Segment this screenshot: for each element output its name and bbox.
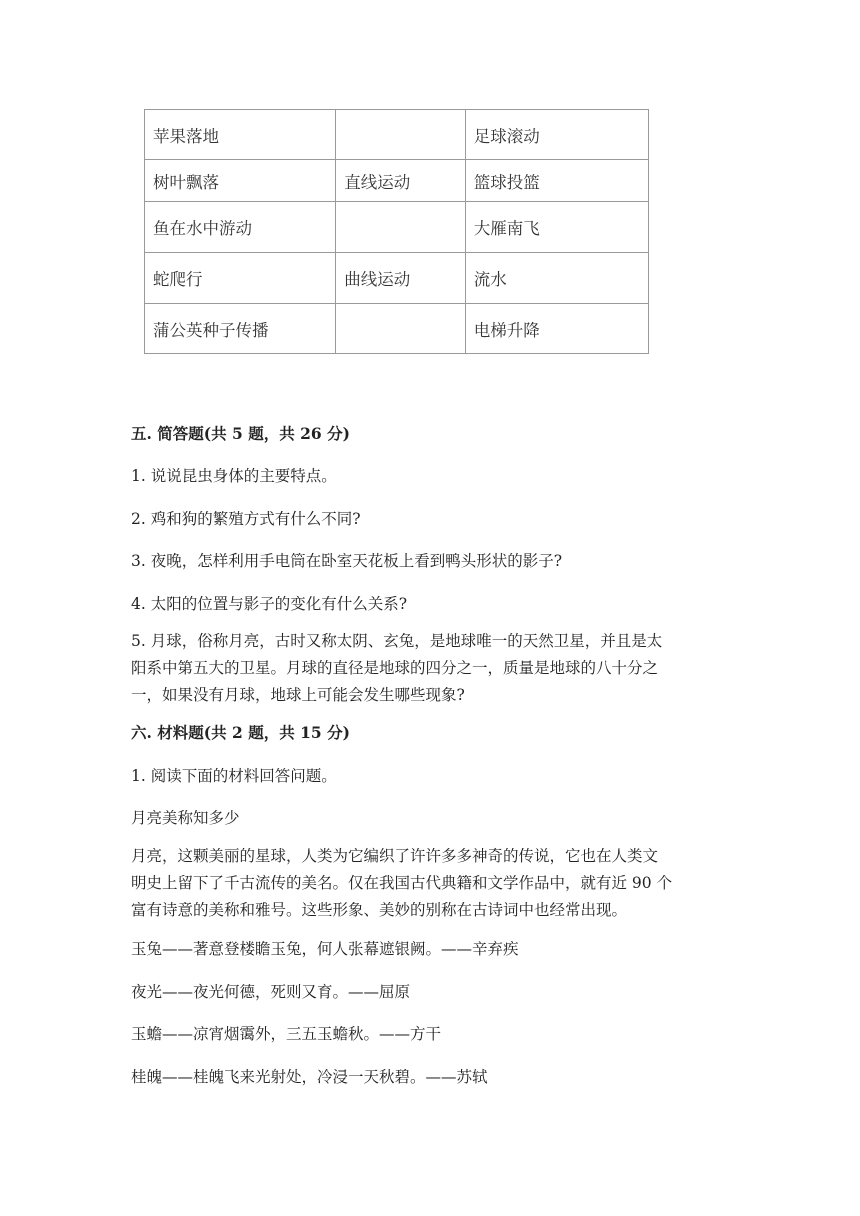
question-5-line: 5. 月球，俗称月亮，古时又称太阴、玄兔，是地球唯一的天然卫星，并且是太	[131, 632, 663, 650]
table-cell: 篮球投篮	[465, 160, 648, 202]
table-cell	[336, 110, 466, 160]
table-cell	[336, 304, 466, 354]
moon-name-item: 桂魄——桂魄飞来光射处，冷浸一天秋碧。——苏轼	[131, 1068, 488, 1086]
table-row	[145, 160, 649, 202]
paragraph-line: 富有诗意的美称和雅号。这些形象、美妙的别称在古诗词中也经常出现。	[131, 901, 628, 919]
table-row	[145, 110, 649, 160]
paragraph-line: 月亮，这颗美丽的星球，人类为它编织了许许多多神奇的传说，它也在人类文	[131, 847, 659, 865]
table-cell: 蛇爬行	[145, 253, 336, 304]
table-cell: 苹果落地	[145, 110, 336, 160]
table-row	[145, 253, 649, 304]
table-row	[145, 202, 649, 253]
table-cell: 直线运动	[336, 160, 466, 202]
question-5-line: 一，如果没有月球，地球上可能会发生哪些现象?	[131, 686, 465, 704]
table-cell: 电梯升降	[465, 304, 648, 354]
question-5-line: 阳系中第五大的卫星。月球的直径是地球的四分之一，质量是地球的八十分之	[131, 659, 659, 677]
table-cell: 足球滚动	[465, 110, 648, 160]
table-cell: 树叶飘落	[145, 160, 336, 202]
moon-name-item: 玉兔——著意登楼瞻玉兔，何人张幕遮银阙。——辛弃疾	[131, 940, 519, 958]
table-cell	[336, 202, 466, 253]
paragraph-line: 明史上留下了千古流传的美名。仅在我国古代典籍和文学作品中，就有近 90 个	[131, 874, 673, 892]
section-6-heading: 六. 材料题(共 2 题，共 15 分)	[131, 723, 350, 742]
question-5	[131, 628, 731, 709]
table-cell: 蒲公英种子传播	[145, 304, 336, 354]
material-paragraph	[131, 843, 731, 924]
section-5-heading: 五. 简答题(共 5 题，共 26 分)	[131, 424, 350, 443]
question-4: 4. 太阳的位置与影子的变化有什么关系?	[131, 595, 408, 613]
question-2: 2. 鸡和狗的繁殖方式有什么不同?	[131, 510, 361, 528]
table-cell: 鱼在水中游动	[145, 202, 336, 253]
table-cell: 曲线运动	[336, 253, 466, 304]
moon-name-item: 夜光——夜光何德，死则又育。——屈原	[131, 983, 411, 1001]
matching-table	[144, 109, 649, 354]
question-1: 1. 说说昆虫身体的主要特点。	[131, 467, 337, 485]
table-cell: 大雁南飞	[465, 202, 648, 253]
moon-name-item: 玉蟾——凉宵烟霭外，三五玉蟾秋。——方干	[131, 1025, 442, 1043]
material-question-1: 1. 阅读下面的材料回答问题。	[131, 767, 337, 785]
material-title: 月亮美称知多少	[131, 809, 240, 827]
table-row	[145, 304, 649, 354]
table-cell: 流水	[465, 253, 648, 304]
question-3: 3. 夜晚，怎样利用手电筒在卧室天花板上看到鸭头形状的影子?	[131, 552, 563, 570]
